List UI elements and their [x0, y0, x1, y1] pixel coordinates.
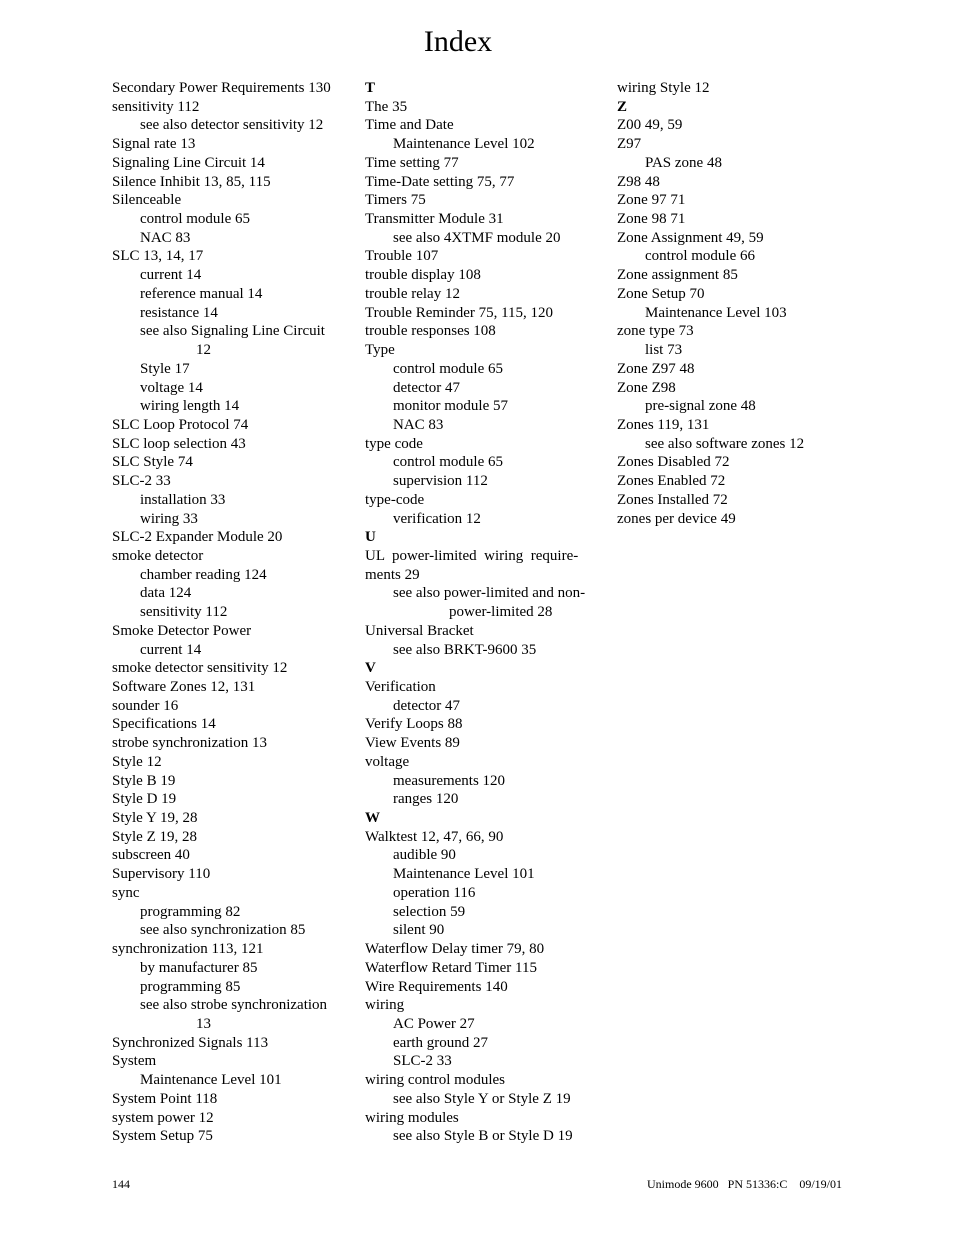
index-subentry: see also detector sensitivity 12: [140, 117, 324, 134]
index-entry: trouble relay 12: [365, 285, 460, 302]
index-subentry: see also BRKT-9600 35: [393, 641, 537, 658]
index-subentry: programming 82: [140, 903, 241, 920]
index-entry: Signaling Line Circuit 14: [112, 154, 265, 171]
index-subentry: control module 66: [645, 248, 755, 265]
index-subentry: current 14: [140, 267, 202, 284]
index-entry: Wire Requirements 140: [365, 978, 508, 995]
index-subentry: programming 85: [140, 978, 241, 995]
index-entry: The 35: [365, 98, 408, 115]
index-entry: wiring Style 12: [617, 80, 710, 96]
index-entry: system power 12: [112, 1109, 214, 1126]
index-subentry: resistance 14: [140, 304, 218, 321]
index-subentry: see also software zones 12: [645, 435, 805, 452]
index-entry: zones per device 49: [617, 510, 736, 527]
index-entry: Verification: [365, 679, 436, 695]
index-entry: Zones Enabled 72: [617, 473, 726, 490]
index-entry: SLC Loop Protocol 74: [112, 416, 249, 433]
index-entry: synchronization 113, 121: [112, 941, 264, 958]
index-subentry: Style 17: [140, 360, 190, 377]
index-entry: Universal Bracket: [365, 622, 474, 639]
index-entry: Type: [365, 342, 395, 359]
index-subentry: ranges 120: [393, 791, 459, 808]
index-letter-heading: Z: [617, 98, 628, 115]
index-entry: zone type 73: [617, 323, 694, 340]
index-entry: Time setting 77: [365, 154, 459, 171]
index-entry: Timers 75: [365, 192, 426, 209]
index-subentry: reference manual 14: [140, 285, 263, 302]
index-subentry: control module 65: [393, 454, 503, 471]
index-subentry: Maintenance Level 102: [393, 136, 535, 153]
index-subentry: AC Power 27: [393, 1015, 475, 1032]
index-entry: Time and Date: [365, 117, 454, 134]
index-entry: Zone Assignment 49, 59: [617, 229, 764, 246]
index-entry: SLC loop selection 43: [112, 435, 246, 452]
index-subentry: NAC 83: [140, 229, 191, 246]
index-entry: Z98 48: [617, 173, 660, 190]
index-entry: View Events 89: [365, 735, 460, 752]
index-subentry: NAC 83: [393, 416, 444, 433]
index-subentry: selection 59: [393, 903, 466, 920]
index-entry: Signal rate 13: [112, 136, 196, 153]
index-entry: Z00 49, 59: [617, 117, 683, 134]
index-subentry: detector 47: [393, 697, 461, 714]
index-entry: Zone assignment 85: [617, 267, 738, 284]
index-entry: wiring control modules: [365, 1072, 505, 1089]
index-entry: Silence Inhibit 13, 85, 115: [112, 173, 271, 190]
index-entry: trouble display 108: [365, 267, 481, 284]
index-entry: Zones Installed 72: [617, 491, 728, 508]
index-subentry: supervision 112: [393, 473, 488, 490]
index-subentry: SLC-2 33: [393, 1053, 452, 1070]
index-entry: voltage: [365, 753, 410, 770]
index-entry: Zone Z98: [617, 379, 676, 396]
index-entry: Supervisory 110: [112, 866, 211, 883]
index-entry: Style Y 19, 28: [112, 810, 198, 827]
index-subentry: control module 65: [140, 211, 250, 228]
index-entry: Waterflow Delay timer 79, 80: [365, 941, 545, 958]
index-entry: wiring modules: [365, 1109, 459, 1126]
index-subentry: see also synchronization 85: [140, 922, 306, 939]
index-subentry: wiring length 14: [140, 398, 240, 415]
index-subentry: chamber reading 124: [140, 566, 267, 583]
page-title: Index: [423, 25, 493, 58]
index-subentry: wiring 33: [140, 510, 198, 527]
index-subentry: installation 33: [140, 491, 226, 508]
index-entry: Zones 119, 131: [617, 416, 710, 433]
index-entry: Software Zones 12, 131: [112, 679, 256, 695]
index-entry: ments 29: [365, 566, 420, 583]
index-column-3: [617, 79, 857, 528]
index-entry: subscreen 40: [112, 847, 190, 864]
index-entry: Zone 97 71: [617, 192, 686, 209]
index-column-2: [365, 79, 591, 1146]
index-entry: Style B 19: [112, 772, 176, 789]
index-entry: smoke detector: [112, 547, 204, 564]
index-subentry: control module 65: [393, 360, 503, 377]
index-column-1: [112, 79, 340, 1146]
index-subentry: audible 90: [393, 847, 456, 864]
index-entry: Silenceable: [112, 192, 182, 209]
index-entry-continuation: power-limited 28: [449, 604, 553, 621]
index-entry: SLC Style 74: [112, 454, 193, 471]
index-subentry: see also 4XTMF module 20: [393, 229, 561, 246]
index-subentry: Maintenance Level 101: [140, 1072, 282, 1089]
index-subentry: see also Style B or Style D 19: [393, 1128, 573, 1145]
index-entry: Zone Setup 70: [617, 285, 705, 302]
index-entry: smoke detector sensitivity 12: [112, 660, 288, 677]
index-entry: Transmitter Module 31: [365, 211, 504, 228]
index-subentry: detector 47: [393, 379, 461, 396]
index-subentry: Maintenance Level 101: [393, 866, 535, 883]
document-id: Unimode 9600 PN 51336:C 09/19/01: [646, 1177, 842, 1191]
index-letter-heading: V: [365, 660, 376, 677]
index-entry: Trouble Reminder 75, 115, 120: [365, 304, 554, 321]
index-subentry: silent 90: [393, 922, 445, 939]
index-letter-heading: W: [365, 810, 380, 827]
index-entry: System Setup 75: [112, 1128, 213, 1145]
index-entry: Style D 19: [112, 791, 177, 808]
index-entry: trouble responses 108: [365, 323, 496, 340]
index-subentry: operation 116: [393, 884, 476, 901]
index-subentry: see also power-limited and non-: [393, 585, 586, 602]
index-subentry: see also Signaling Line Circuit: [140, 323, 325, 340]
index-subentry: list 73: [645, 342, 683, 359]
index-entry: Zone Z97 48: [617, 360, 695, 377]
index-entry: Trouble 107: [365, 248, 439, 265]
index-subentry: verification 12: [393, 510, 481, 527]
index-subentry: earth ground 27: [393, 1034, 488, 1051]
index-entry: Verify Loops 88: [365, 716, 463, 733]
index-entry: Secondary Power Requirements 130: [112, 80, 331, 96]
index-subentry: measurements 120: [393, 772, 506, 789]
index-letter-heading: T: [365, 80, 376, 96]
index-entry: wiring: [365, 997, 405, 1014]
index-entry: sync: [112, 884, 140, 901]
index-subentry: PAS zone 48: [645, 154, 722, 171]
index-subentry: monitor module 57: [393, 398, 508, 415]
index-subentry: sensitivity 112: [140, 604, 228, 621]
index-entry: System Point 118: [112, 1090, 218, 1107]
index-entry: Time-Date setting 75, 77: [365, 173, 515, 190]
index-entry: Specifications 14: [112, 716, 216, 733]
index-entry: Waterflow Retard Timer 115: [365, 959, 537, 976]
index-entry: Smoke Detector Power: [112, 622, 252, 639]
index-subentry: data 124: [140, 585, 192, 602]
index-entry: Walktest 12, 47, 66, 90: [365, 828, 504, 845]
index-subentry: current 14: [140, 641, 202, 658]
index-entry: Zone 98 71: [617, 211, 686, 228]
index-entry-continuation: 12: [196, 342, 211, 359]
index-entry: Z97: [617, 136, 642, 153]
index-entry: UL power-limited wiring require-: [365, 547, 579, 564]
page-number: 144: [112, 1177, 130, 1191]
index-entry: SLC-2 33: [112, 473, 171, 490]
index-subentry: by manufacturer 85: [140, 959, 258, 976]
index-entry: type code: [365, 435, 423, 452]
index-subentry: pre-signal zone 48: [645, 398, 756, 415]
index-entry: SLC-2 Expander Module 20: [112, 529, 283, 546]
index-subentry: see also Style Y or Style Z 19: [393, 1090, 571, 1107]
index-entry: sensitivity 112: [112, 98, 200, 115]
index-subentry: see also strobe synchronization: [140, 997, 328, 1014]
index-entry: SLC 13, 14, 17: [112, 248, 204, 265]
index-entry: Style Z 19, 28: [112, 828, 197, 845]
index-subentry: Maintenance Level 103: [645, 304, 787, 321]
index-entry: System: [112, 1053, 157, 1070]
index-entry: Synchronized Signals 113: [112, 1034, 269, 1051]
index-entry: type-code: [365, 491, 425, 508]
index-entry-continuation: 13: [196, 1015, 211, 1032]
index-entry: strobe synchronization 13: [112, 735, 267, 752]
index-letter-heading: U: [365, 529, 376, 546]
index-entry: Style 12: [112, 753, 162, 770]
index-subentry: voltage 14: [140, 379, 203, 396]
index-entry: Zones Disabled 72: [617, 454, 730, 471]
index-entry: sounder 16: [112, 697, 179, 714]
